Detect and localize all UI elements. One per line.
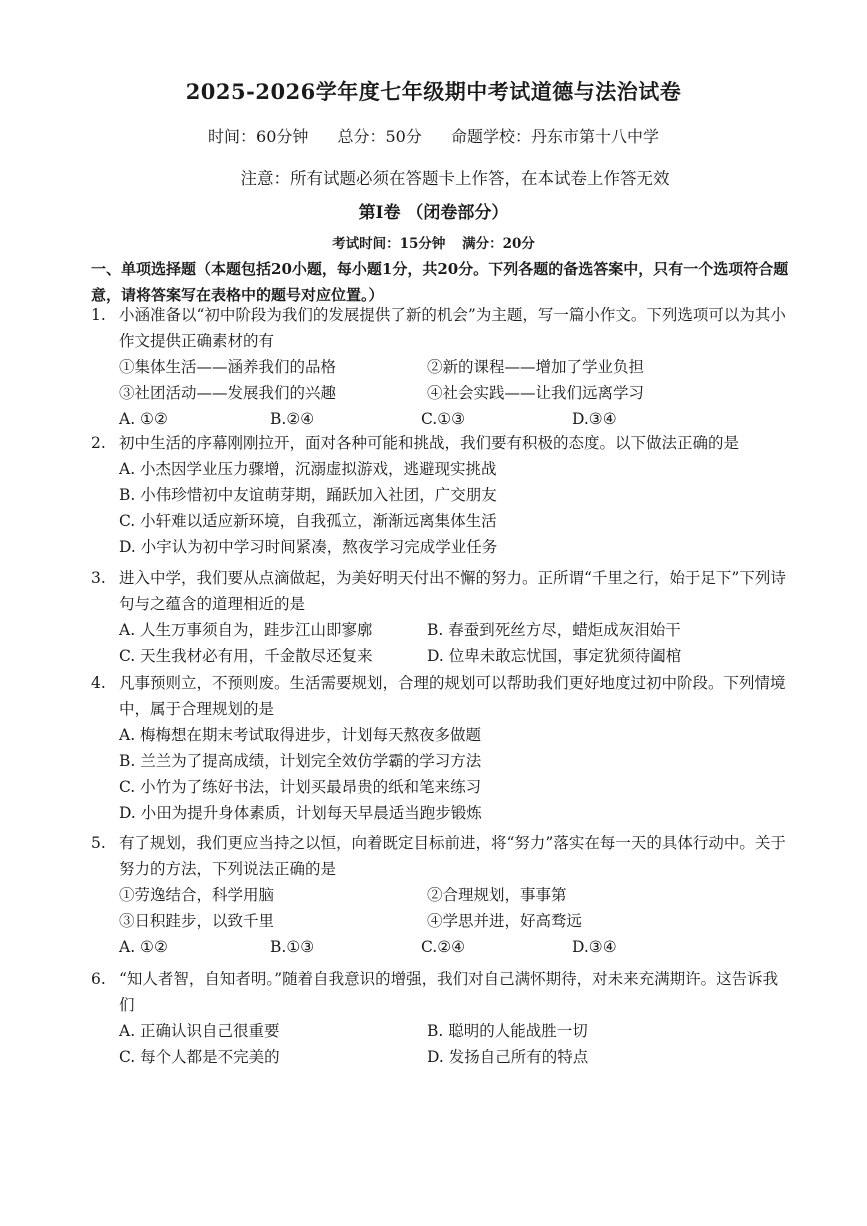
question-4	[91, 670, 791, 826]
statement-item: ③社团活动——发展我们的兴趣	[119, 384, 337, 402]
option-c: C.②④	[421, 938, 466, 956]
question-stem: 凡事预则立，不预则废。生活需要规划，合理的规划可以帮助我们更好地度过初中阶段。下列情境中，属于合理规划的是	[119, 674, 786, 718]
option-d: D. 位卑未敢忘忧国，事定犹须待阖棺	[427, 647, 682, 665]
option-b: B. 聪明的人能战胜一切	[427, 1022, 588, 1040]
option-a: A. 人生万事须自为，跬步江山即寥廓	[119, 621, 373, 639]
option-b: B.②④	[270, 410, 315, 428]
question-stem: “知人者智，自知者明。”随着自我意识的增强，我们对自己满怀期待，对未来充满期许。这告诉我们	[119, 970, 779, 1014]
exam-title: 2025-2026学年度七年级期中考试道德与法治试卷	[185, 79, 682, 104]
question-5	[91, 830, 791, 960]
statement-item: ①劳逸结合，科学用脑	[119, 886, 275, 904]
option-a: A. ①②	[119, 410, 168, 428]
question-2	[91, 430, 791, 560]
question-stem: 小涵准备以“初中阶段为我们的发展提供了新的机会”为主题，写一篇小作文。下列选项可以为其小作文提供正确素材的有	[119, 306, 786, 350]
question-stem: 有了规划，我们更应当持之以恒，向着既定目标前进，将“努力”落实在每一天的具体行动中。关于努力的方法，下列说法正确的是	[119, 834, 786, 878]
option-a: A. 梅梅想在期末考试取得进步，计划每天熬夜多做题	[119, 726, 482, 744]
exam-time: 时间：60分钟	[208, 127, 309, 146]
option-a: A. ①②	[119, 938, 168, 956]
option-d: D.③④	[572, 410, 617, 428]
question-number: 2.	[91, 434, 106, 452]
option-b: B. 兰兰为了提高成绩，计划完全效仿学霸的学习方法	[119, 752, 482, 770]
question-6	[91, 966, 791, 1070]
question-stem: 进入中学，我们要从点滴做起，为美好明天付出不懈的努力。正所谓“千里之行，始于足下”下列诗句与之蕴含的道理相近的是	[119, 569, 786, 613]
option-c: C. 天生我材必有用，千金散尽还复来	[119, 647, 373, 665]
question-number: 5.	[91, 834, 106, 852]
option-c: C. 小轩难以适应新环境，自我孤立，渐渐远离集体生活	[119, 512, 497, 530]
option-d: D.③④	[572, 938, 617, 956]
option-c: C.①③	[421, 410, 466, 428]
question-number: 6.	[91, 970, 106, 988]
exam-school: 命题学校：丹东市第十八中学	[450, 127, 659, 146]
option-d: D. 小田为提升身体素质，计划每天早晨适当跑步锻炼	[119, 804, 482, 822]
volume-score: 满分：20分	[462, 236, 535, 252]
statement-item: ④学思并进，好高骛远	[427, 912, 583, 930]
option-a: A. 正确认识自己很重要	[119, 1022, 280, 1040]
volume-time: 考试时间：15分钟	[332, 236, 446, 252]
question-number: 4.	[91, 674, 106, 692]
option-c: C. 小竹为了练好书法，计划买最昂贵的纸和笔来练习	[119, 778, 482, 796]
statement-item: ④社会实践——让我们远离学习	[427, 384, 645, 402]
statement-item: ②新的课程——增加了学业负担	[427, 358, 645, 376]
exam-score: 总分：50分	[337, 127, 422, 146]
exam-info	[0, 124, 867, 147]
volume-info	[0, 232, 867, 252]
volume-heading: 第Ⅰ卷 （闭卷部分）	[358, 203, 509, 223]
statement-item: ③日积跬步，以致千里	[119, 912, 275, 930]
exam-notice: 注意：所有试题必须在答题卡上作答，在本试卷上作答无效	[240, 169, 670, 188]
question-number: 1.	[91, 306, 106, 324]
option-a: A. 小杰因学业压力骤增，沉溺虚拟游戏，逃避现实挑战	[119, 460, 497, 478]
section-heading: 一、单项选择题（本题包括20小题，每小题1分，共20分。下列各题的备选答案中，只有一个选项符合题意，请将答案写在表格中的题号对应位置。）	[91, 260, 789, 304]
option-d: D. 发扬自己所有的特点	[427, 1048, 589, 1066]
option-d: D. 小宇认为初中学习时间紧凑，熬夜学习完成学业任务	[119, 538, 498, 556]
question-1	[91, 302, 791, 432]
question-stem: 初中生活的序幕刚刚拉开，面对各种可能和挑战，我们要有积极的态度。以下做法正确的是	[119, 434, 740, 452]
question-3	[91, 565, 791, 669]
statement-item: ②合理规划，事事第	[427, 886, 567, 904]
option-c: C. 每个人都是不完美的	[119, 1048, 280, 1066]
question-number: 3.	[91, 569, 106, 587]
option-b: B. 小伟珍惜初中友谊萌芽期，踊跃加入社团，广交朋友	[119, 486, 497, 504]
statement-item: ①集体生活——涵养我们的品格	[119, 358, 337, 376]
option-b: B. 春蚕到死丝方尽，蜡炬成灰泪始干	[427, 621, 681, 639]
option-b: B.①③	[270, 938, 315, 956]
